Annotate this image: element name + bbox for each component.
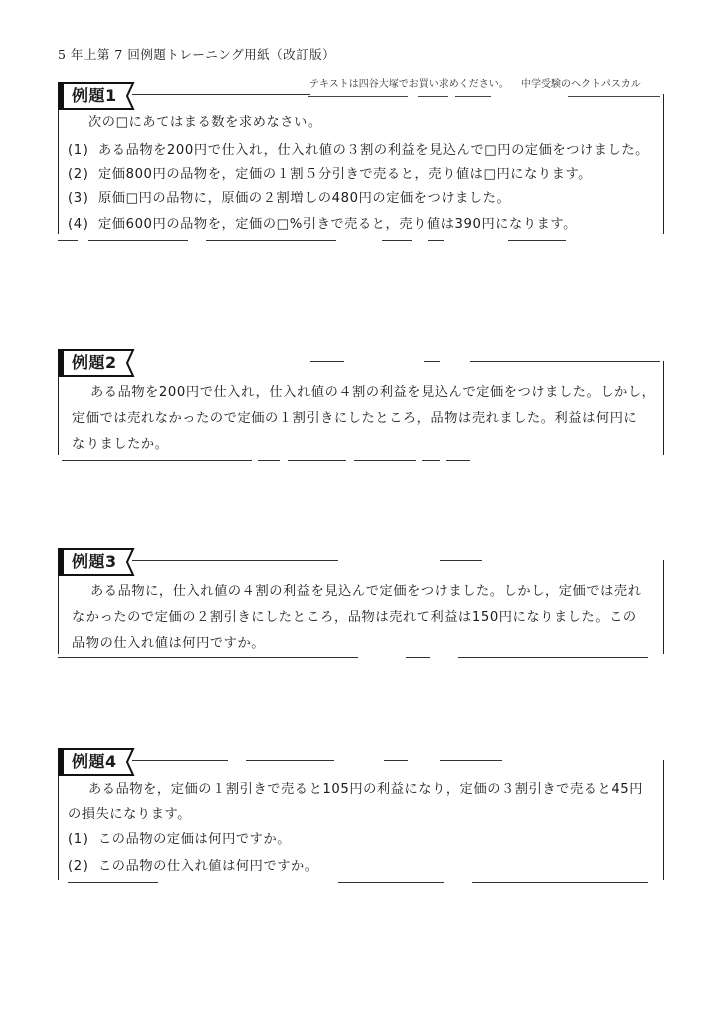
example-3-bottom-rule: [458, 657, 648, 658]
example-2-label: [58, 349, 123, 377]
example-2-bottom-rule: [446, 460, 470, 461]
example-3-line-3: 品物の仕入れ値は何円ですか。: [72, 636, 266, 651]
example-4-top-rule: [384, 760, 408, 761]
example-3-line-2: なかったので定価の２割引きにしたところ，品物は売れて利益は150円になりました。この: [72, 610, 637, 625]
item-text: 原価□円の品物に，原価の２割増しの480円の定価をつけました。: [98, 191, 511, 206]
credit-site: 中学受験のヘクトパスカル: [521, 79, 641, 90]
example-4-item-2: [68, 855, 319, 874]
example-4-top-rule: [132, 760, 228, 761]
example-2-line-2: 定価では売れなかったので定価の１割引きにしたところ，品物は売れました。利益は何円に: [72, 411, 638, 426]
example-1-item-3: [68, 187, 510, 206]
example-label: 例題1: [58, 82, 123, 110]
item-text: 定価600円の品物を，定価の□%引きで売ると，売り値は390円になります。: [98, 217, 577, 232]
example-1-top-rule: [132, 94, 310, 95]
example-1-bottom-rule: [206, 240, 336, 241]
example-1-item-2: [68, 163, 592, 182]
example-label: 例題3: [58, 548, 123, 576]
item-number: (3): [68, 191, 89, 206]
example-2-bottom-rule: [422, 460, 440, 461]
example-1-bottom-rule: [508, 240, 566, 241]
credit-text: テキストは四谷大塚でお買い求めください。: [309, 79, 509, 90]
example-2-line-1: ある品物を200円で仕入れ，仕入れ値の４割の利益を見込んで定価をつけました。しかし，: [90, 385, 656, 400]
example-2-top-rule: [470, 361, 660, 362]
example-2-bottom-rule: [62, 460, 252, 461]
example-4-line-1: ある品物を，定価の１割引きで売ると105円の利益になり，定価の３割引きで売ると45円: [88, 782, 644, 797]
label-tail-icon: [123, 548, 135, 576]
page-title: 5 年上第 7 回例題トレーニング用紙（改訂版）: [58, 47, 336, 62]
example-4-item-1: [68, 828, 291, 847]
example-1-label: [58, 82, 123, 110]
label-tail-icon: [123, 349, 135, 377]
example-2-bottom-rule: [288, 460, 346, 461]
example-1-intro: 次の□にあてはまる数を求めなさい。: [88, 115, 322, 130]
example-3-line-1: ある品物に，仕入れ値の４割の利益を見込んで定価をつけました。しかし，定価では売れ: [90, 584, 642, 599]
example-4-line-2: の損失になります。: [68, 807, 192, 822]
item-number: (2): [68, 859, 89, 874]
example-3-top-rule: [440, 560, 482, 561]
label-tail-icon: [123, 748, 135, 776]
item-number: (4): [68, 217, 89, 232]
example-4-top-rule: [246, 760, 334, 761]
item-number: (2): [68, 167, 89, 182]
label-tail-icon: [123, 82, 135, 110]
example-3-bottom-rule: [58, 657, 358, 658]
example-4-top-rule: [440, 760, 502, 761]
example-1-bottom-rule: [88, 240, 188, 241]
example-1-item-1: [68, 139, 649, 158]
example-4-bottom-rule: [68, 882, 158, 883]
example-4-label: [58, 748, 123, 776]
item-text: この品物の仕入れ値は何円ですか。: [98, 859, 319, 874]
example-2-line-3: なりましたか。: [72, 437, 169, 452]
item-text: この品物の定価は何円ですか。: [98, 832, 292, 847]
item-number: (1): [68, 143, 89, 158]
example-4-bottom-rule: [338, 882, 444, 883]
example-2-top-rule: [310, 361, 344, 362]
example-2-bottom-rule: [258, 460, 280, 461]
example-label: 例題4: [58, 748, 123, 776]
example-1-bottom-rule: [382, 240, 412, 241]
example-1-bottom-rule: [428, 240, 444, 241]
example-3-bottom-rule: [406, 657, 430, 658]
example-3-top-rule: [132, 560, 338, 561]
example-2-bottom-rule: [354, 460, 416, 461]
example-4-bottom-rule: [472, 882, 648, 883]
item-number: (1): [68, 832, 89, 847]
item-text: ある品物を200円で仕入れ，仕入れ値の３割の利益を見込んで□円の定価をつけました。: [98, 143, 649, 158]
item-text: 定価800円の品物を，定価の１割５分引きで売ると，売り値は□円になります。: [98, 167, 592, 182]
example-2-top-rule: [424, 361, 440, 362]
example-label: 例題2: [58, 349, 123, 377]
example-1-item-4: [68, 213, 577, 232]
example-3-label: [58, 548, 123, 576]
example-1-bottom-rule: [58, 240, 78, 241]
